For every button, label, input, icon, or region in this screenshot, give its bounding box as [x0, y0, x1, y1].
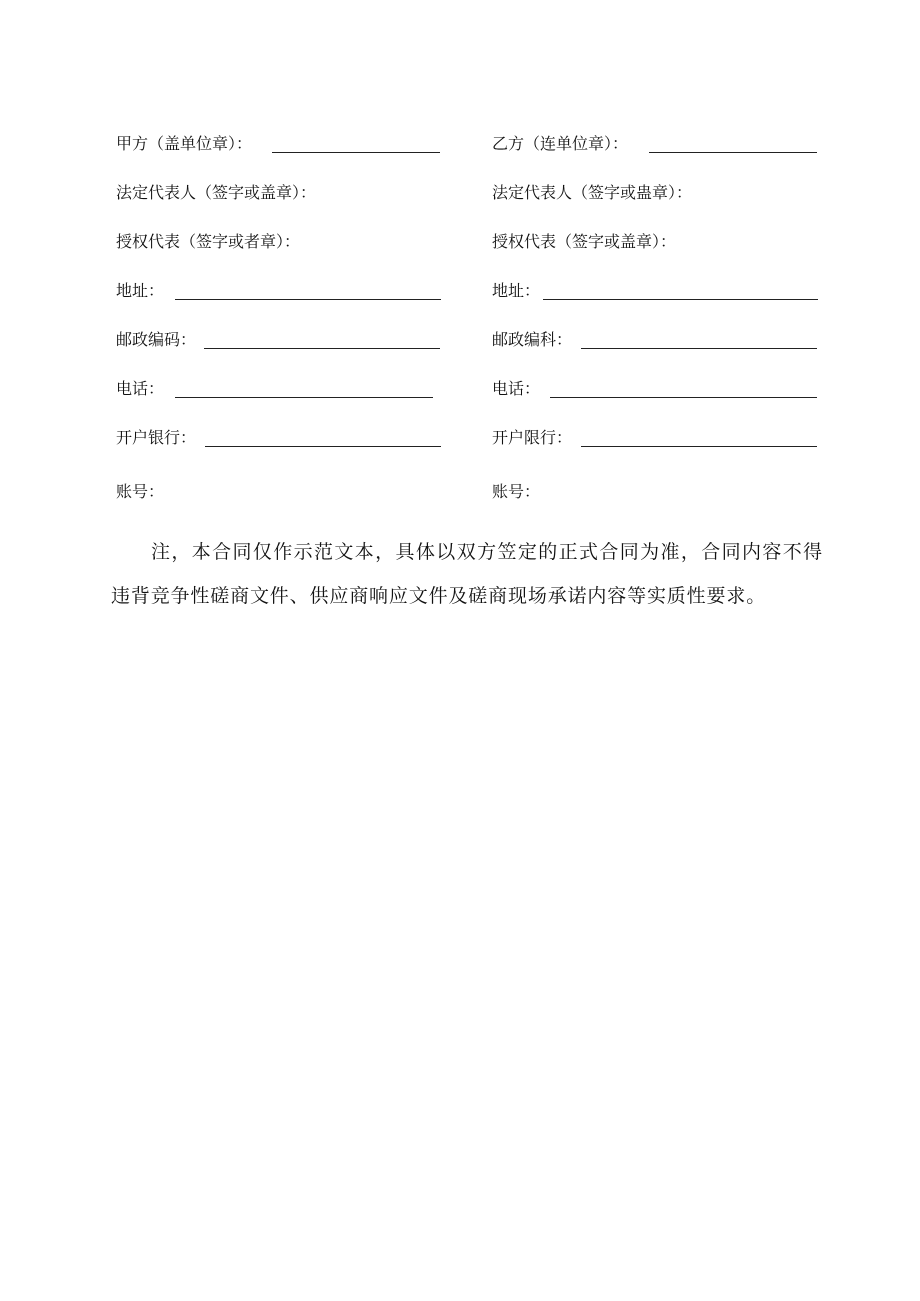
party-b-auth-rep-label: 授权代表（签字或盖章）：	[492, 232, 677, 251]
party-b-name-label: 乙方（连单位章）：	[492, 134, 629, 153]
party-a-bank-blank[interactable]	[205, 446, 441, 447]
party-a-address-row	[116, 279, 442, 303]
party-a-account-label: 账号：	[116, 482, 165, 501]
party-a-phone-label: 电话：	[116, 379, 165, 398]
party-a-legal-rep-label: 法定代表人（签字或盖章）：	[116, 183, 317, 202]
party-a-name-row	[116, 132, 442, 156]
party-a-auth-rep-label: 授权代表（签字或者章）：	[116, 232, 301, 251]
party-b-address-label: 地址：	[492, 281, 541, 300]
party-b-account-row	[492, 480, 692, 501]
party-b-address-blank[interactable]	[543, 299, 818, 300]
party-b-account-label: 账号：	[492, 482, 541, 501]
party-b-postcode-label: 邮政编科：	[492, 330, 573, 349]
party-b-phone-blank[interactable]	[550, 397, 817, 398]
party-a-phone-row	[116, 377, 442, 401]
party-b-name-blank[interactable]	[649, 152, 817, 153]
party-a-name-blank[interactable]	[272, 152, 440, 153]
party-a-name-label: 甲方（盖单位章）：	[116, 134, 253, 153]
party-b-auth-rep-row	[492, 230, 818, 254]
party-b-bank-label: 开户限行：	[492, 428, 573, 447]
party-a-postcode-row	[116, 328, 442, 352]
party-b-phone-row	[492, 377, 818, 401]
party-b-legal-rep-row	[492, 181, 818, 205]
party-a-address-label: 地址：	[116, 281, 165, 300]
party-a-address-blank[interactable]	[175, 299, 441, 300]
party-b-bank-blank[interactable]	[581, 446, 817, 447]
party-b-bank-row	[492, 426, 818, 450]
party-b-legal-rep-label: 法定代表人（签字或蛊章）：	[492, 183, 693, 202]
party-b-postcode-blank[interactable]	[581, 348, 817, 349]
party-a-auth-rep-row	[116, 230, 442, 254]
party-b-address-row	[492, 279, 818, 303]
party-a-account-row	[116, 480, 316, 501]
party-a-legal-rep-row	[116, 181, 442, 205]
contract-note: 注，本合同仅作示范文本，具体以双方笠定的正式合同为准，合同内容不得违背竞争性磋商文件、供应商响应文件及磋商现场承诺内容等实质性要求。	[111, 541, 823, 607]
party-a-phone-blank[interactable]	[175, 397, 433, 398]
party-a-postcode-blank[interactable]	[204, 348, 440, 349]
party-a-bank-row	[116, 426, 442, 450]
party-b-name-row	[492, 132, 818, 156]
party-b-postcode-row	[492, 328, 818, 352]
party-a-bank-label: 开户银行：	[116, 428, 197, 447]
party-a-postcode-label: 邮政编码：	[116, 330, 197, 349]
party-b-phone-label: 电话：	[492, 379, 541, 398]
